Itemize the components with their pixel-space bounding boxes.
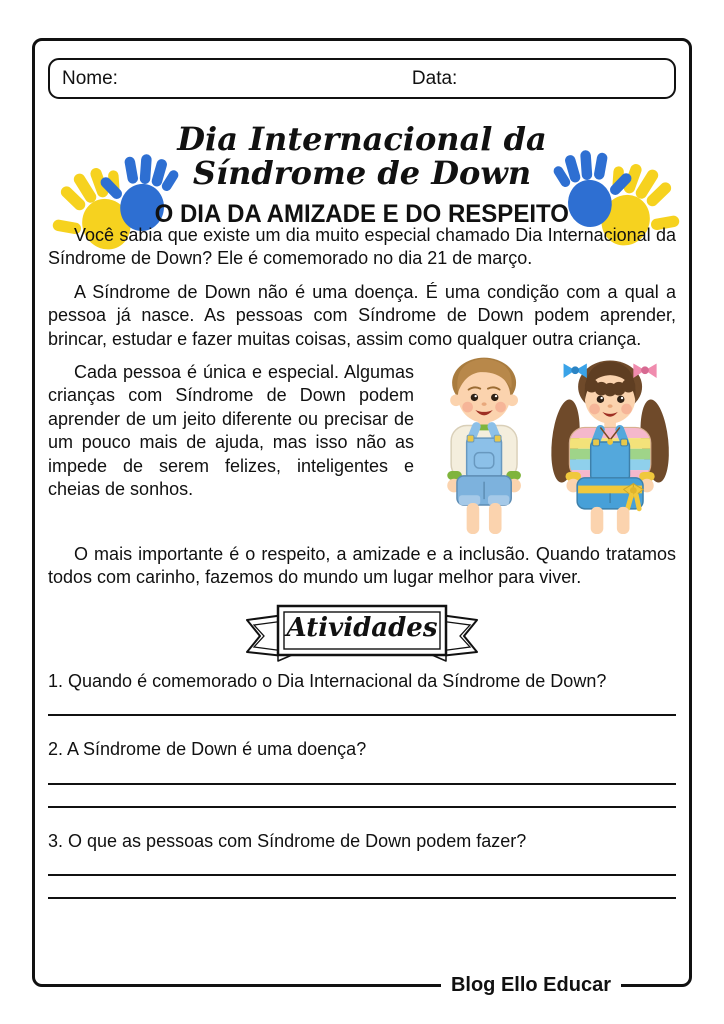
worksheet-page <box>32 38 692 996</box>
paragraph-3: Cada pessoa é única e especial. Algumas crianças com Síndrome de Down podem aprender de um jeito diferente ou precisar de um pouco mais de ajuda, mas isso não as impede de serem felizes, inteligentes e cheias de sonhos. <box>48 361 414 499</box>
footer-credit: Blog Ello Educar <box>441 974 621 997</box>
answer-line <box>48 876 676 899</box>
question-3 <box>48 830 676 899</box>
date-label: Data: <box>411 67 458 89</box>
article <box>48 224 676 921</box>
page-subtitle: O DIA DA AMIZADE E DO RESPEITO <box>154 199 570 228</box>
paragraph-4: O mais importante é o respeito, a amizade e a inclusão. Quando tratamos todos com carinho, fazemos do mundo um lugar melhor para viver. <box>48 543 676 588</box>
question-1 <box>48 670 676 716</box>
answer-line <box>48 785 676 808</box>
boy-figure <box>447 358 521 534</box>
title-block <box>35 120 689 229</box>
answer-line <box>48 762 676 785</box>
question-3-text: 3. O que as pessoas com Síndrome de Down podem fazer? <box>48 830 527 851</box>
page-title-line2: Síndrome de Down <box>192 153 532 192</box>
girl-figure <box>548 361 673 534</box>
question-2 <box>48 738 676 807</box>
name-label: Nome: <box>62 67 118 89</box>
activities-banner-label: Atividades <box>286 612 438 643</box>
name-date-box <box>48 58 676 99</box>
answer-line <box>48 693 676 716</box>
question-2-text: 2. A Síndrome de Down é uma doença? <box>48 739 367 760</box>
answer-line <box>48 853 676 876</box>
question-1-text: 1. Quando é comemorado o Dia Internacional da Síndrome de Down? <box>48 670 607 691</box>
activities-banner <box>244 600 480 662</box>
children-illustration <box>424 343 676 539</box>
page-title-line1: Dia Internacional da <box>177 120 547 158</box>
paragraph-1: Você sabia que existe um dia muito especial chamado Dia Internacional da Síndrome de Down? Ele é comemorado no dia 21 de março. <box>48 225 676 269</box>
paragraph-2: A Síndrome de Down não é uma doença. É uma condição com a qual a pessoa já nasce. As pessoas com Síndrome de Down podem aprender, brincar, estudar e fazer muitas coisas, assim como qualquer outra criança. <box>48 281 676 349</box>
questions-section <box>48 670 676 899</box>
